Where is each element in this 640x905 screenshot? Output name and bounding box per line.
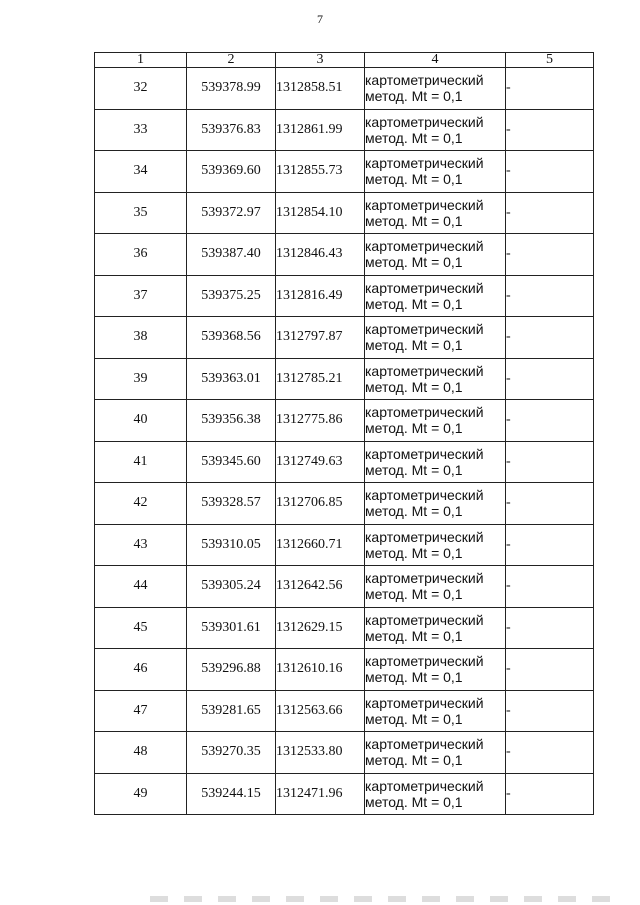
- method-line-2: метод. Mt = 0,1: [365, 503, 463, 520]
- method-line-2: метод. Mt = 0,1: [365, 627, 463, 644]
- point-number-cell: 33: [95, 109, 187, 151]
- table-row: [95, 566, 594, 608]
- note-cell: -: [506, 566, 594, 608]
- y-coordinate-cell: 1312610.16: [276, 649, 365, 691]
- column-header-1: 1: [95, 53, 187, 68]
- x-coordinate-cell: 539310.05: [187, 524, 276, 566]
- x-coordinate-cell: 539281.65: [187, 690, 276, 732]
- method-cell: [365, 566, 506, 608]
- method-cell: [365, 524, 506, 566]
- method-line-2: метод. Mt = 0,1: [365, 337, 463, 354]
- point-number-cell: 37: [95, 275, 187, 317]
- column-header-4: 4: [365, 53, 506, 68]
- note-cell: -: [506, 649, 594, 691]
- note-cell: -: [506, 773, 594, 815]
- method-cell: [365, 483, 506, 525]
- point-number-cell: 34: [95, 151, 187, 193]
- x-coordinate-cell: 539372.97: [187, 192, 276, 234]
- method-line-2: метод. Mt = 0,1: [365, 461, 463, 478]
- method-cell: [365, 400, 506, 442]
- y-coordinate-cell: 1312629.15: [276, 607, 365, 649]
- method-cell: [365, 68, 506, 110]
- method-cell: [365, 234, 506, 276]
- y-coordinate-cell: 1312785.21: [276, 358, 365, 400]
- note-cell: -: [506, 732, 594, 774]
- method-line-1: картометрический: [365, 694, 484, 711]
- x-coordinate-cell: 539296.88: [187, 649, 276, 691]
- point-number-cell: 49: [95, 773, 187, 815]
- note-cell: -: [506, 607, 594, 649]
- table-row: [95, 275, 594, 317]
- note-cell: -: [506, 109, 594, 151]
- method-line-1: картометрический: [365, 279, 484, 296]
- column-header-2: 2: [187, 53, 276, 68]
- x-coordinate-cell: 539363.01: [187, 358, 276, 400]
- point-number-cell: 47: [95, 690, 187, 732]
- y-coordinate-cell: 1312854.10: [276, 192, 365, 234]
- method-line-2: метод. Mt = 0,1: [365, 378, 463, 395]
- table-row: [95, 483, 594, 525]
- x-coordinate-cell: 539376.83: [187, 109, 276, 151]
- note-cell: -: [506, 275, 594, 317]
- point-number-cell: 46: [95, 649, 187, 691]
- point-number-cell: 38: [95, 317, 187, 359]
- table-row: [95, 773, 594, 815]
- x-coordinate-cell: 539368.56: [187, 317, 276, 359]
- x-coordinate-cell: 539378.99: [187, 68, 276, 110]
- point-number-cell: 41: [95, 441, 187, 483]
- method-line-2: метод. Mt = 0,1: [365, 420, 463, 437]
- column-header-5: 5: [506, 53, 594, 68]
- method-line-1: картометрический: [365, 72, 484, 89]
- method-line-1: картометрический: [365, 487, 484, 504]
- y-coordinate-cell: 1312797.87: [276, 317, 365, 359]
- method-cell: [365, 275, 506, 317]
- table-header-row: [95, 53, 594, 68]
- method-line-1: картометрический: [365, 404, 484, 421]
- method-cell: [365, 441, 506, 483]
- method-line-1: картометрический: [365, 362, 484, 379]
- note-cell: -: [506, 234, 594, 276]
- method-cell: [365, 151, 506, 193]
- table-row: [95, 234, 594, 276]
- method-line-1: картометрический: [365, 238, 484, 255]
- table-row: [95, 358, 594, 400]
- point-number-cell: 43: [95, 524, 187, 566]
- method-line-1: картометрический: [365, 611, 484, 628]
- column-header-3: 3: [276, 53, 365, 68]
- y-coordinate-cell: 1312533.80: [276, 732, 365, 774]
- method-line-2: метод. Mt = 0,1: [365, 710, 463, 727]
- method-line-1: картометрический: [365, 155, 484, 172]
- coordinates-table: [94, 52, 594, 815]
- table-row: [95, 732, 594, 774]
- table-row: [95, 649, 594, 691]
- method-line-2: метод. Mt = 0,1: [365, 129, 463, 146]
- table-row: [95, 317, 594, 359]
- method-cell: [365, 192, 506, 234]
- note-cell: -: [506, 524, 594, 566]
- method-line-2: метод. Mt = 0,1: [365, 212, 463, 229]
- method-line-2: метод. Mt = 0,1: [365, 752, 463, 769]
- method-cell: [365, 690, 506, 732]
- method-cell: [365, 773, 506, 815]
- point-number-cell: 48: [95, 732, 187, 774]
- table-row: [95, 151, 594, 193]
- table-body: [95, 68, 594, 815]
- method-cell: [365, 607, 506, 649]
- method-line-1: картометрический: [365, 321, 484, 338]
- point-number-cell: 39: [95, 358, 187, 400]
- x-coordinate-cell: 539305.24: [187, 566, 276, 608]
- y-coordinate-cell: 1312816.49: [276, 275, 365, 317]
- method-line-1: картометрический: [365, 196, 484, 213]
- method-line-2: метод. Mt = 0,1: [365, 793, 463, 810]
- y-coordinate-cell: 1312749.63: [276, 441, 365, 483]
- table-row: [95, 192, 594, 234]
- y-coordinate-cell: 1312471.96: [276, 773, 365, 815]
- x-coordinate-cell: 539244.15: [187, 773, 276, 815]
- method-line-2: метод. Mt = 0,1: [365, 295, 463, 312]
- y-coordinate-cell: 1312660.71: [276, 524, 365, 566]
- method-line-2: метод. Mt = 0,1: [365, 669, 463, 686]
- method-cell: [365, 358, 506, 400]
- note-cell: -: [506, 358, 594, 400]
- table-row: [95, 524, 594, 566]
- method-line-1: картометрический: [365, 653, 484, 670]
- page-number: 7: [317, 12, 323, 26]
- point-number-cell: 36: [95, 234, 187, 276]
- y-coordinate-cell: 1312846.43: [276, 234, 365, 276]
- method-line-2: метод. Mt = 0,1: [365, 544, 463, 561]
- y-coordinate-cell: 1312861.99: [276, 109, 365, 151]
- method-line-1: картометрический: [365, 736, 484, 753]
- method-cell: [365, 317, 506, 359]
- method-line-1: картометрический: [365, 445, 484, 462]
- method-line-2: метод. Mt = 0,1: [365, 586, 463, 603]
- table-row: [95, 607, 594, 649]
- method-line-1: картометрический: [365, 113, 484, 130]
- y-coordinate-cell: 1312858.51: [276, 68, 365, 110]
- y-coordinate-cell: 1312563.66: [276, 690, 365, 732]
- method-line-1: картометрический: [365, 777, 484, 794]
- footer-scan-artifact: [150, 896, 610, 902]
- x-coordinate-cell: 539387.40: [187, 234, 276, 276]
- point-number-cell: 42: [95, 483, 187, 525]
- note-cell: -: [506, 192, 594, 234]
- note-cell: -: [506, 68, 594, 110]
- note-cell: -: [506, 441, 594, 483]
- x-coordinate-cell: 539345.60: [187, 441, 276, 483]
- table-row: [95, 109, 594, 151]
- point-number-cell: 45: [95, 607, 187, 649]
- point-number-cell: 40: [95, 400, 187, 442]
- x-coordinate-cell: 539375.25: [187, 275, 276, 317]
- method-line-2: метод. Mt = 0,1: [365, 254, 463, 271]
- method-line-1: картометрический: [365, 570, 484, 587]
- y-coordinate-cell: 1312706.85: [276, 483, 365, 525]
- note-cell: -: [506, 151, 594, 193]
- note-cell: -: [506, 690, 594, 732]
- table-row: [95, 441, 594, 483]
- x-coordinate-cell: 539356.38: [187, 400, 276, 442]
- point-number-cell: 35: [95, 192, 187, 234]
- method-line-2: метод. Mt = 0,1: [365, 88, 463, 105]
- note-cell: -: [506, 483, 594, 525]
- method-cell: [365, 109, 506, 151]
- y-coordinate-cell: 1312775.86: [276, 400, 365, 442]
- x-coordinate-cell: 539328.57: [187, 483, 276, 525]
- method-cell: [365, 732, 506, 774]
- table-row: [95, 690, 594, 732]
- x-coordinate-cell: 539369.60: [187, 151, 276, 193]
- point-number-cell: 44: [95, 566, 187, 608]
- table-row: [95, 68, 594, 110]
- note-cell: -: [506, 400, 594, 442]
- method-line-1: картометрический: [365, 528, 484, 545]
- x-coordinate-cell: 539270.35: [187, 732, 276, 774]
- note-cell: -: [506, 317, 594, 359]
- x-coordinate-cell: 539301.61: [187, 607, 276, 649]
- y-coordinate-cell: 1312642.56: [276, 566, 365, 608]
- method-line-2: метод. Mt = 0,1: [365, 171, 463, 188]
- y-coordinate-cell: 1312855.73: [276, 151, 365, 193]
- point-number-cell: 32: [95, 68, 187, 110]
- method-cell: [365, 649, 506, 691]
- table-row: [95, 400, 594, 442]
